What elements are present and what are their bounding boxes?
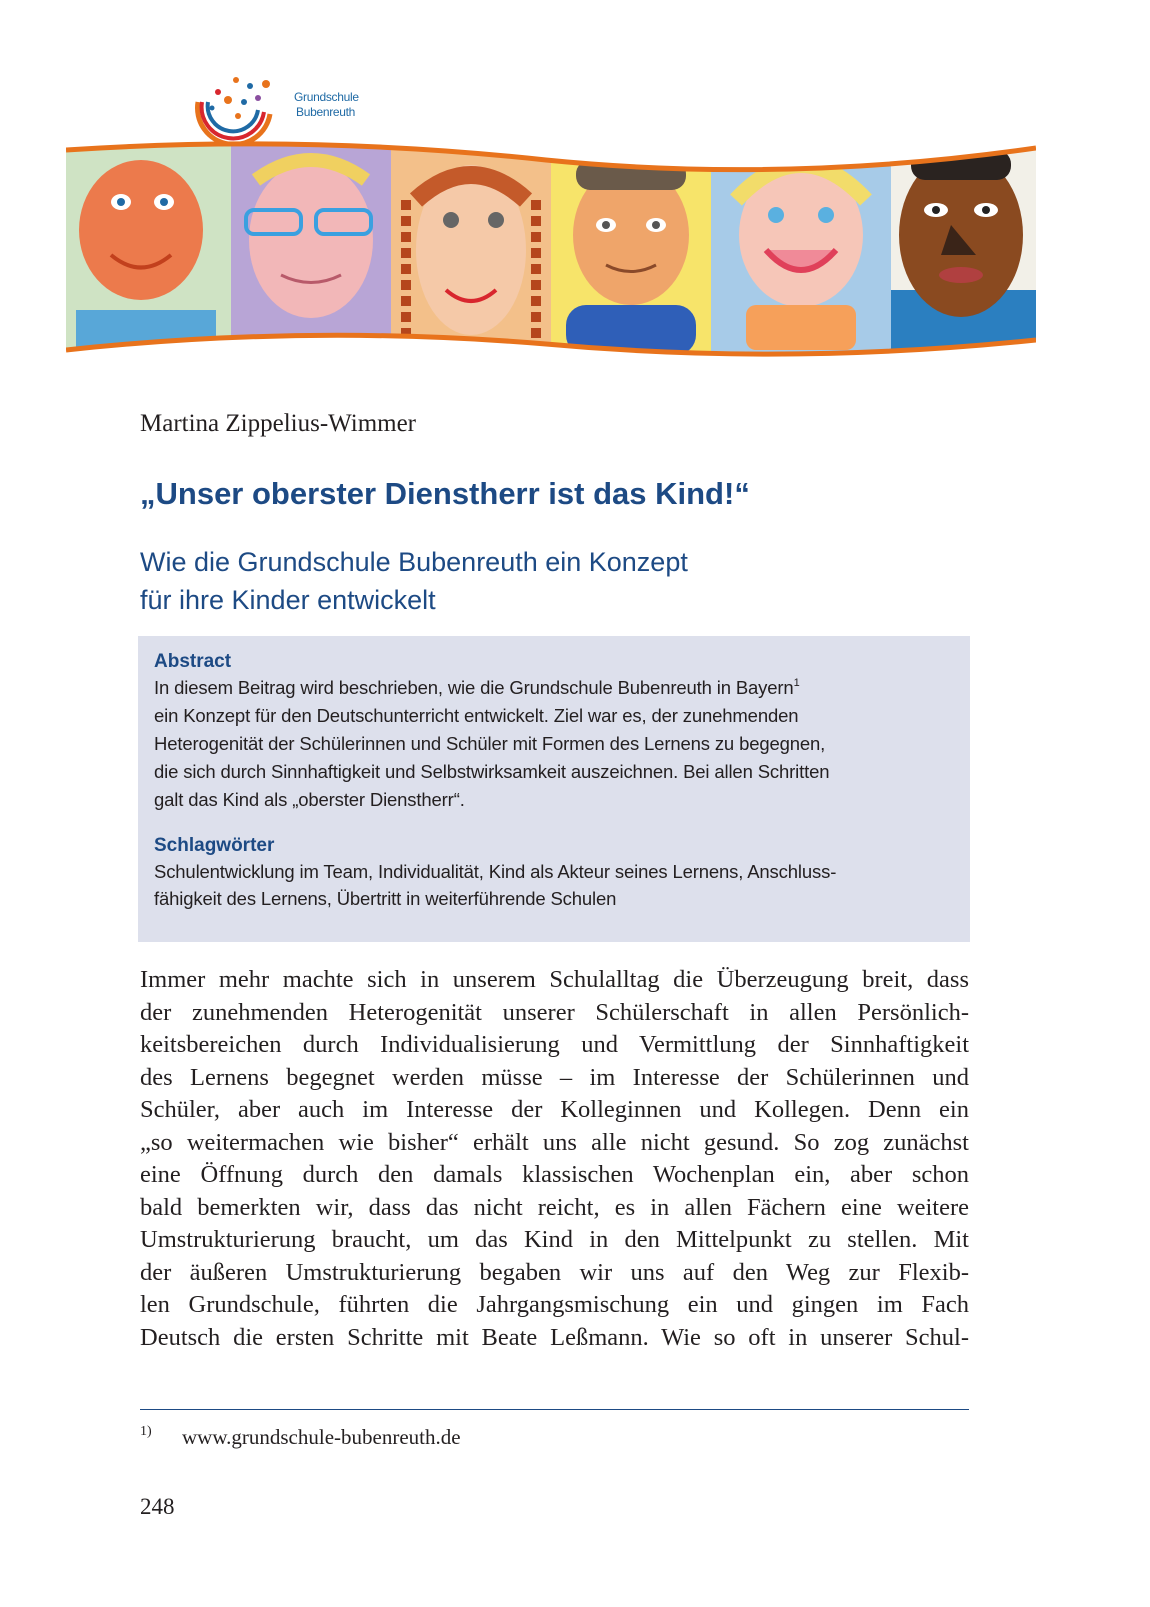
abstract-box <box>138 636 970 942</box>
abstract-heading: Abstract <box>154 651 232 672</box>
body-line: „so weitermachen wie bisher“ erhält uns alle nicht gesund. So zog zunächst <box>140 1128 969 1156</box>
abstract-line: Heterogenität der Schülerinnen und Schüler mit Formen des Lernens zu begegnen, <box>154 733 826 754</box>
abstract-line: ein Konzept für den Deutschunterricht entwickelt. Ziel war es, der zunehmenden <box>154 705 799 726</box>
author-name: Martina Zippelius-Wimmer <box>140 410 417 437</box>
footnote-mark: 1) <box>140 1424 152 1439</box>
abstract-line-text: In diesem Beitrag wird beschrieben, wie die Grundschule Bubenreuth in Bayern <box>154 677 794 698</box>
body-line: Umstrukturierung braucht, um das Kind in den Mittelpunkt zu stellen. Mit <box>140 1226 969 1253</box>
abstract-text <box>154 674 954 814</box>
body-line: eine Öffnung durch den damals klassischen Wochenplan ein, aber schon <box>140 1161 969 1188</box>
subtitle-line-1: Wie die Grundschule Bubenreuth ein Konzept <box>140 547 688 577</box>
abstract-line: die sich durch Sinnhaftigkeit und Selbstwirksamkeit auszeichnen. Bei allen Schritten <box>154 761 830 782</box>
body-line: Immer mehr machte sich in unserem Schulalltag die Überzeugung breit, dass <box>140 966 969 993</box>
logo-wordmark <box>294 90 359 120</box>
logo-line-1: Grundschule <box>294 90 359 104</box>
footnote-divider <box>140 1409 969 1410</box>
body-line: der zunehmenden Heterogenität unserer Schülerschaft in allen Persönlich- <box>140 998 969 1026</box>
logo-line-2: Bubenreuth <box>296 105 356 119</box>
abstract-line: galt das Kind als „oberster Dienstherr“. <box>154 789 465 810</box>
footnote-reference: 1 <box>793 677 800 689</box>
subtitle-line-2: für ihre Kinder entwickelt <box>140 585 436 615</box>
abstract-line <box>154 674 954 702</box>
keywords-heading: Schlagwörter <box>154 835 275 856</box>
body-line: keitsbereichen durch Individualisierung und Vermittlung der Sinnhaftigkeit <box>140 1031 969 1058</box>
article-subtitle <box>140 543 840 619</box>
page-number: 248 <box>140 1494 175 1519</box>
keywords-line: fähigkeit des Lernens, Übertritt in weiterführende Schulen <box>154 888 617 909</box>
keywords-text <box>154 858 954 912</box>
keywords-line: Schulentwicklung im Team, Individualität, Kind als Akteur seines Lernens, Anschluss- <box>154 861 837 882</box>
body-paragraph <box>140 964 969 1354</box>
body-line: len Grundschule, führten die Jahrgangsmischung ein und gingen im Fach <box>140 1291 969 1318</box>
body-line: der äußeren Umstrukturierung begaben wir uns auf den Weg zur Flexib- <box>140 1258 969 1286</box>
body-line: Schüler, aber auch im Interesse der Kolleginnen und Kollegen. Denn ein <box>140 1096 969 1123</box>
body-line: des Lernens begegnet werden müsse – im Interesse der Schülerinnen und <box>140 1063 969 1091</box>
footnote-url: www.grundschule-bubenreuth.de <box>182 1425 461 1449</box>
body-line: Deutsch die ersten Schritte mit Beate Leßmann. Wie so oft in unserer Schul- <box>140 1323 969 1351</box>
children-portraits-banner <box>66 140 1036 362</box>
article-title: „Unser oberster Dienstherr ist das Kind!“ <box>140 476 750 511</box>
body-line: bald bemerkten wir, dass das nicht reicht, es in allen Fächern eine weitere <box>140 1193 969 1221</box>
